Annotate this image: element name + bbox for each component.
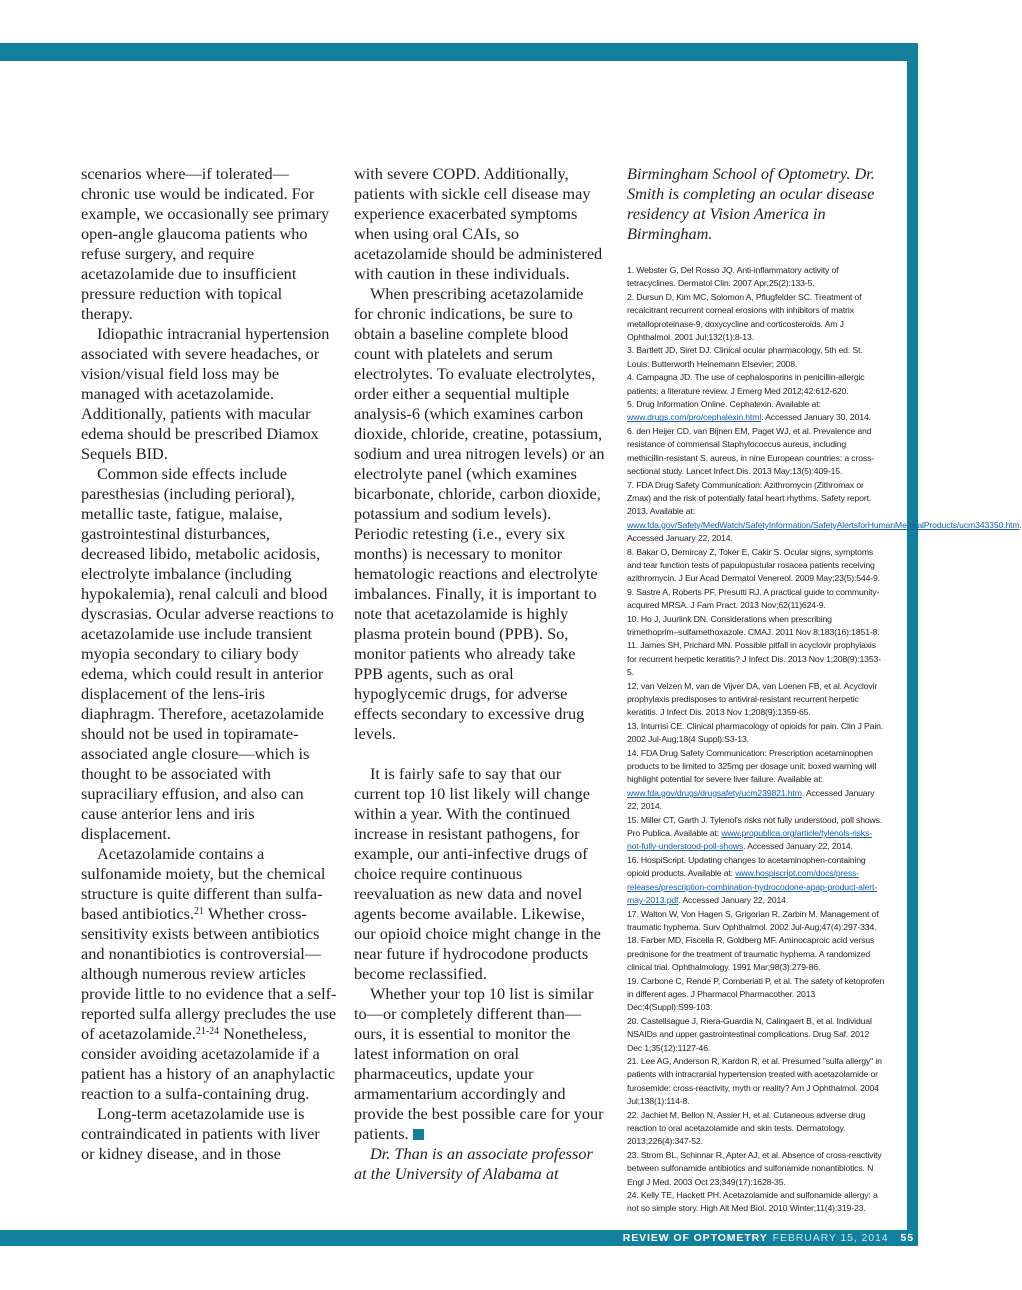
reference-text: 6. den Heijer CD, van Bijnen EM, Paget WJ, et al. Prevalence and resistance of commensal Staphylococcus aureus, including methicillin-resistant S. aureus, in nine European countries: a cross-sectional study. Lancet Infect Dis. 2013 May;13(5):409-15. [627, 425, 875, 477]
reference-text: 19. Carbone C, Rende P, Comberiati P, et al. The safety of ketoprofen in different ages. J Pharmacol Pharmacother. 2013 Dec;4(Suppl):S99-103. [627, 975, 885, 1013]
reference-link[interactable]: www.propublica.org/article/tylenols-risks-not-fully-understood-poll-shows [627, 828, 872, 852]
paragraph: Idiopathic intracranial hypertension associated with severe headaches, or vision/visual field loss may be managed with acetazolamide. Additionally, patients with macular edema should be prescribed Diamox Sequels BID. [81, 324, 330, 463]
reference-text: 21. Lee AG, Anderson R, Kardon R, et al. Presumed "sulfa allergy" in patients with intracranial hypertension treated with acetazolamide or furosemide: cross-reactivity, myth or reality? Am J Ophthalmol. 2004 Jul;138(1):114-8. [627, 1055, 882, 1107]
reference-text: 2. Dursun D, Kim MC, Solomon A, Pflugfelder SC. Treatment of recalcitrant recurrent corneal erosions with inhibitors of matrix metalloproteinase-9, doxycycline and corticosteroids. Am J Ophthalmol. 2001 Jul;132(1):8-13. [627, 291, 862, 343]
reference-text: 13. Inturrisi CE. Clinical pharmacology of opioids for pain. Clin J Pain. 2002 Jul-Aug;18(4 Suppl):S3-13. [627, 720, 884, 745]
paragraph: Common side effects include paresthesias (including perioral), metallic taste, fatigue, malaise, gastrointestinal disturbances, decreased libido, metabolic acidosis, electrolyte imbalance (including hypokalemia), renal calculi and blood dyscrasias. Ocular adverse reactions to acetazolamide use include transient myopia secondary to ciliary body edema, which could result in anterior displacement of the lens-iris diaphragm. Therefore, acetazolamide should not be used in topiramate-associated angle closure—which is thought to be associated with supraciliary effusion, and also can cause anterior lens and iris displacement. [81, 464, 334, 843]
reference-item [627, 479, 1022, 546]
magazine-name: REVIEW OF OPTOMETRY [622, 1232, 768, 1244]
reference-item [627, 291, 885, 345]
reference-item [627, 1055, 885, 1109]
reference-item [627, 1149, 885, 1189]
reference-text: 11. James SH, Prichard MN. Possible pitfall in acyclovir prophylaxis for recurrent herpetic keratitis? J Infect Dis. 2013 Nov 1;208(9):1353-5. [627, 640, 881, 678]
text-run: Acetazolamide contains a sulfonamide moiety, but the chemical structure is quite different than sulfa-based antibiotics. [81, 844, 326, 923]
reference-text: . Accessed January 22, 2014. [743, 841, 853, 852]
text-run: Whether cross-sensitivity exists between antibiotics and nonantibiotics is controversial—although numerous review articles provide little to no evidence that a self-reported sulfa allergy precludes the use of acetazolamide. [81, 904, 337, 1043]
reference-text: 1. Webster G, Del Rosso JQ. Anti-inflammatory activity of tetracyclines. Dermatol Clin. 2007 Apr;25(2):133-5. [627, 265, 839, 289]
reference-text: . Accessed January 22, 2014. [678, 895, 789, 906]
column-1 [81, 164, 337, 1164]
reference-text: 24. Kelly TE, Hackett PH. Acetazolamide and sulfonamide allergy: a not so simple story. High Alt Med Biol. 2010 Winter;11(4):319-23. [627, 1190, 878, 1214]
reference-text: . Accessed January 30, 2014. [761, 412, 871, 423]
reference-text: 20. Castellsague J, Riera-Guardia N, Calingaert B, et al. Individual NSAIDs and upper gastrointestinal complications. Drug Saf. 2012 Dec 1;35(12):1127-46. [627, 1015, 872, 1053]
page-number: 55 [900, 1232, 914, 1244]
reference-link[interactable]: www.fda.gov/Safety/MedWatch/SafetyInformation/SafetyAlertsforHumanMedicalProducts/ucm343350.htm [627, 519, 1020, 530]
author-bio: Dr. Than is an associate professor at the University of Alabama at [354, 1144, 593, 1183]
reference-item [627, 747, 885, 814]
reference-text: 3. Bartlett JD, Siret DJ. Clinical ocular pharmacology, 5th ed. St. Louis: Butterworth Heinemann Elsevier; 2008. [627, 345, 863, 369]
reference-item [627, 975, 885, 1015]
paragraph: Long-term acetazolamide use is contraindicated in patients with liver or kidney disease, and in those [81, 1104, 320, 1163]
reference-item [627, 680, 885, 720]
reference-text: 23. Strom BL, Schinnar R, Apter AJ, et al. Absence of cross-reactivity between sulfonamide antibiotics and sulfonamide nonantibiotics. N Engl J Med. 2003 Oct 23;349(17):1628-35. [627, 1149, 882, 1187]
right-accent-bar [907, 43, 918, 1245]
paragraph [354, 984, 606, 1144]
reference-item [627, 934, 885, 974]
reference-text: 4. Campagna JD. The use of cephalosporins in penicillin-allergic patients: a literature review. J Emerg Med 2012;42:612-620. [627, 372, 865, 396]
paragraph: with severe COPD. Additionally, patients with sickle cell disease may experience exacerbated symptoms when using oral CAIs, so acetazolamide should be administered with caution in these individuals. [354, 164, 603, 283]
reference-item [627, 425, 885, 479]
reference-item [627, 908, 885, 935]
reference-text: 5. Drug Information Online. Cephalexin. Available at: [627, 399, 821, 410]
text-run: Whether your top 10 list is similar to—or completely different than—ours, it is essential to monitor the latest information on oral pharmaceutics, update your armamentarium accordingly and provide the best possible care for your patients. [354, 984, 604, 1143]
paragraph: When prescribing acetazolamide for chronic indications, be sure to obtain a baseline complete blood count with platelets and serum electrolytes. To evaluate electrolytes, order either a sequential multiple analysis-6 (which examines carbon dioxide, chloride, creatine, potassium, sodium and urea nitrogen levels) or an electrolyte panel (which examines bicarbonate, chloride, carbon dioxide, potassium and sodium levels). Periodic retesting (i.e., every six months) is necessary to monitor hematologic reactions and electrolyte imbalances. Finally, it is important to note that acetazolamide is highly plasma protein bound (PPB). So, monitor patients who already take PPB agents, such as oral hypoglycemic drugs, for adverse effects secondary to excessive drug levels. [354, 284, 605, 743]
reference-item [627, 639, 885, 679]
reference-text: 7. FDA Drug Safety Communication: Azithromycin (Zithromax or Zmax) and the risk of potentially fatal heart rhythms. Safety report. 2013. Available at: [627, 479, 872, 517]
reference-text: 8. Bakar O, Demircay Z, Toker E, Cakir S. Ocular signs, symptoms and tear function tests of papulopustular rosacea patients receiving azithromycin. J Eur Acad Dermatol Venereol. 2009 May;23(5):544-9. [627, 546, 880, 584]
reference-item [627, 1109, 885, 1149]
reference-text: 12. van Velzen M, van de Vijver DA, van Loenen FB, et al. Acyclovir prophylaxis predisposes to antiviral-resistant recurrent herpetic keratitis. J Infect Dis. 2013 Nov 1;208(9):1359-65. [627, 680, 878, 718]
reference-item [627, 720, 885, 747]
reference-text: 22. Jachiet M, Bellon N, Assier H, et al. Cutaneous adverse drug reaction to oral acetazolamide and skin tests. Dermatology. 2013;226(4):347-52. [627, 1109, 866, 1147]
reference-text: 18. Farber MD, Fiscella R, Goldberg MF. Aminocaproic acid versus prednisone for the treatment of traumatic hyphema. A randomized clinical trial. Ophthalmology. 1991 Mar;98(3):279-86. [627, 935, 875, 973]
reference-text: 15. Miller CT, Garth J. Tylenol's risks not fully understood, poll shows. Pro Publica. Available at: [627, 814, 883, 839]
citation-ref: 21-24 [195, 1026, 220, 1037]
end-of-article-icon [413, 1129, 424, 1140]
top-accent-bar [0, 43, 918, 61]
paragraph [81, 844, 337, 1104]
reference-item [627, 546, 885, 586]
reference-item [627, 613, 885, 640]
reference-text: 14. FDA Drug Safety Communication: Prescription acetaminophen products to be limited to 325mg per dosage unit; boxed warning will highlight potential for severe liver failure. Available at: [627, 747, 877, 785]
paragraph: It is fairly safe to say that our current top 10 list likely will change within a year. With the continued increase in resistant pathogens, for example, our anti-infective drugs of choice require continuous reevaluation as new data and novel agents become available. Likewise, our opioid choice might change in the near future if hydrocodone products become reclassified. [354, 764, 601, 983]
reference-item [627, 371, 885, 398]
reference-link[interactable]: www.drugs.com/pro/cephalexin.html [627, 412, 762, 423]
reference-link[interactable]: www.hospiscript.com/docs/press-releases/prescription-combination-hydrocodone-apap-product-alert-may-2013.pdf [627, 868, 878, 906]
citation-ref: 21 [194, 906, 205, 917]
issue-date: FEBRUARY 15, 2014 [772, 1232, 889, 1244]
paragraph: scenarios where—if tolerated—chronic use would be indicated. For example, we occasionally see primary open-angle glaucoma patients who refuse surgery, and require acetazolamide due to insufficient pressure reduction with topical therapy. [81, 164, 330, 323]
reference-item [627, 814, 885, 854]
reference-text: 16. HospiScript. Updating changes to acetaminophen-containing opioid products. Available at: [627, 854, 866, 879]
reference-item [627, 398, 885, 425]
reference-text: 10. Ho J, Juurlink DN. Considerations when prescribing trimethoprim–sulfamethoxazole. CMAJ. 2011 Nov 8;183(16):1851-8. [627, 613, 880, 637]
reference-text: 9. Sastre A, Roberts PF, Presutti RJ. A practical guide to community-acquired MRSA. J Fam Pract. 2013 Nov;62(11)624-9. [627, 586, 880, 611]
reference-item [627, 586, 885, 613]
reference-item [627, 1015, 885, 1055]
reference-link[interactable]: www.fda.gov/drugs/drugsafety/ucm239821.htm [627, 787, 802, 798]
column-3 [627, 164, 1022, 1216]
reference-item [627, 1189, 885, 1216]
reference-text: . Accessed January 22, 2014. [627, 787, 875, 812]
references-list [627, 264, 1022, 1216]
author-bio: Birmingham School of Optometry. Dr. Smith is completing an ocular disease residency at Vision America in Birmingham. [627, 164, 875, 243]
footer-text [623, 1230, 914, 1246]
reference-item [627, 344, 885, 371]
reference-text: . Accessed January 22, 2014. [627, 519, 1022, 544]
paragraph-gap [354, 744, 606, 764]
reference-text: 17. Walton W, Von Hagen S, Grigorian R, Zarbin M. Management of traumatic hyphema. Surv Ophthalmol. 2002 Jul-Aug;47(4):297-334. [627, 908, 879, 932]
reference-item [627, 854, 885, 908]
footer-bar [0, 1230, 918, 1246]
column-2 [354, 164, 606, 1184]
text-run: Nonetheless, consider avoiding acetazolamide if a patient has a history of an anaphylactic reaction to a sulfa-containing drug. [81, 1024, 336, 1103]
reference-item [627, 264, 885, 291]
